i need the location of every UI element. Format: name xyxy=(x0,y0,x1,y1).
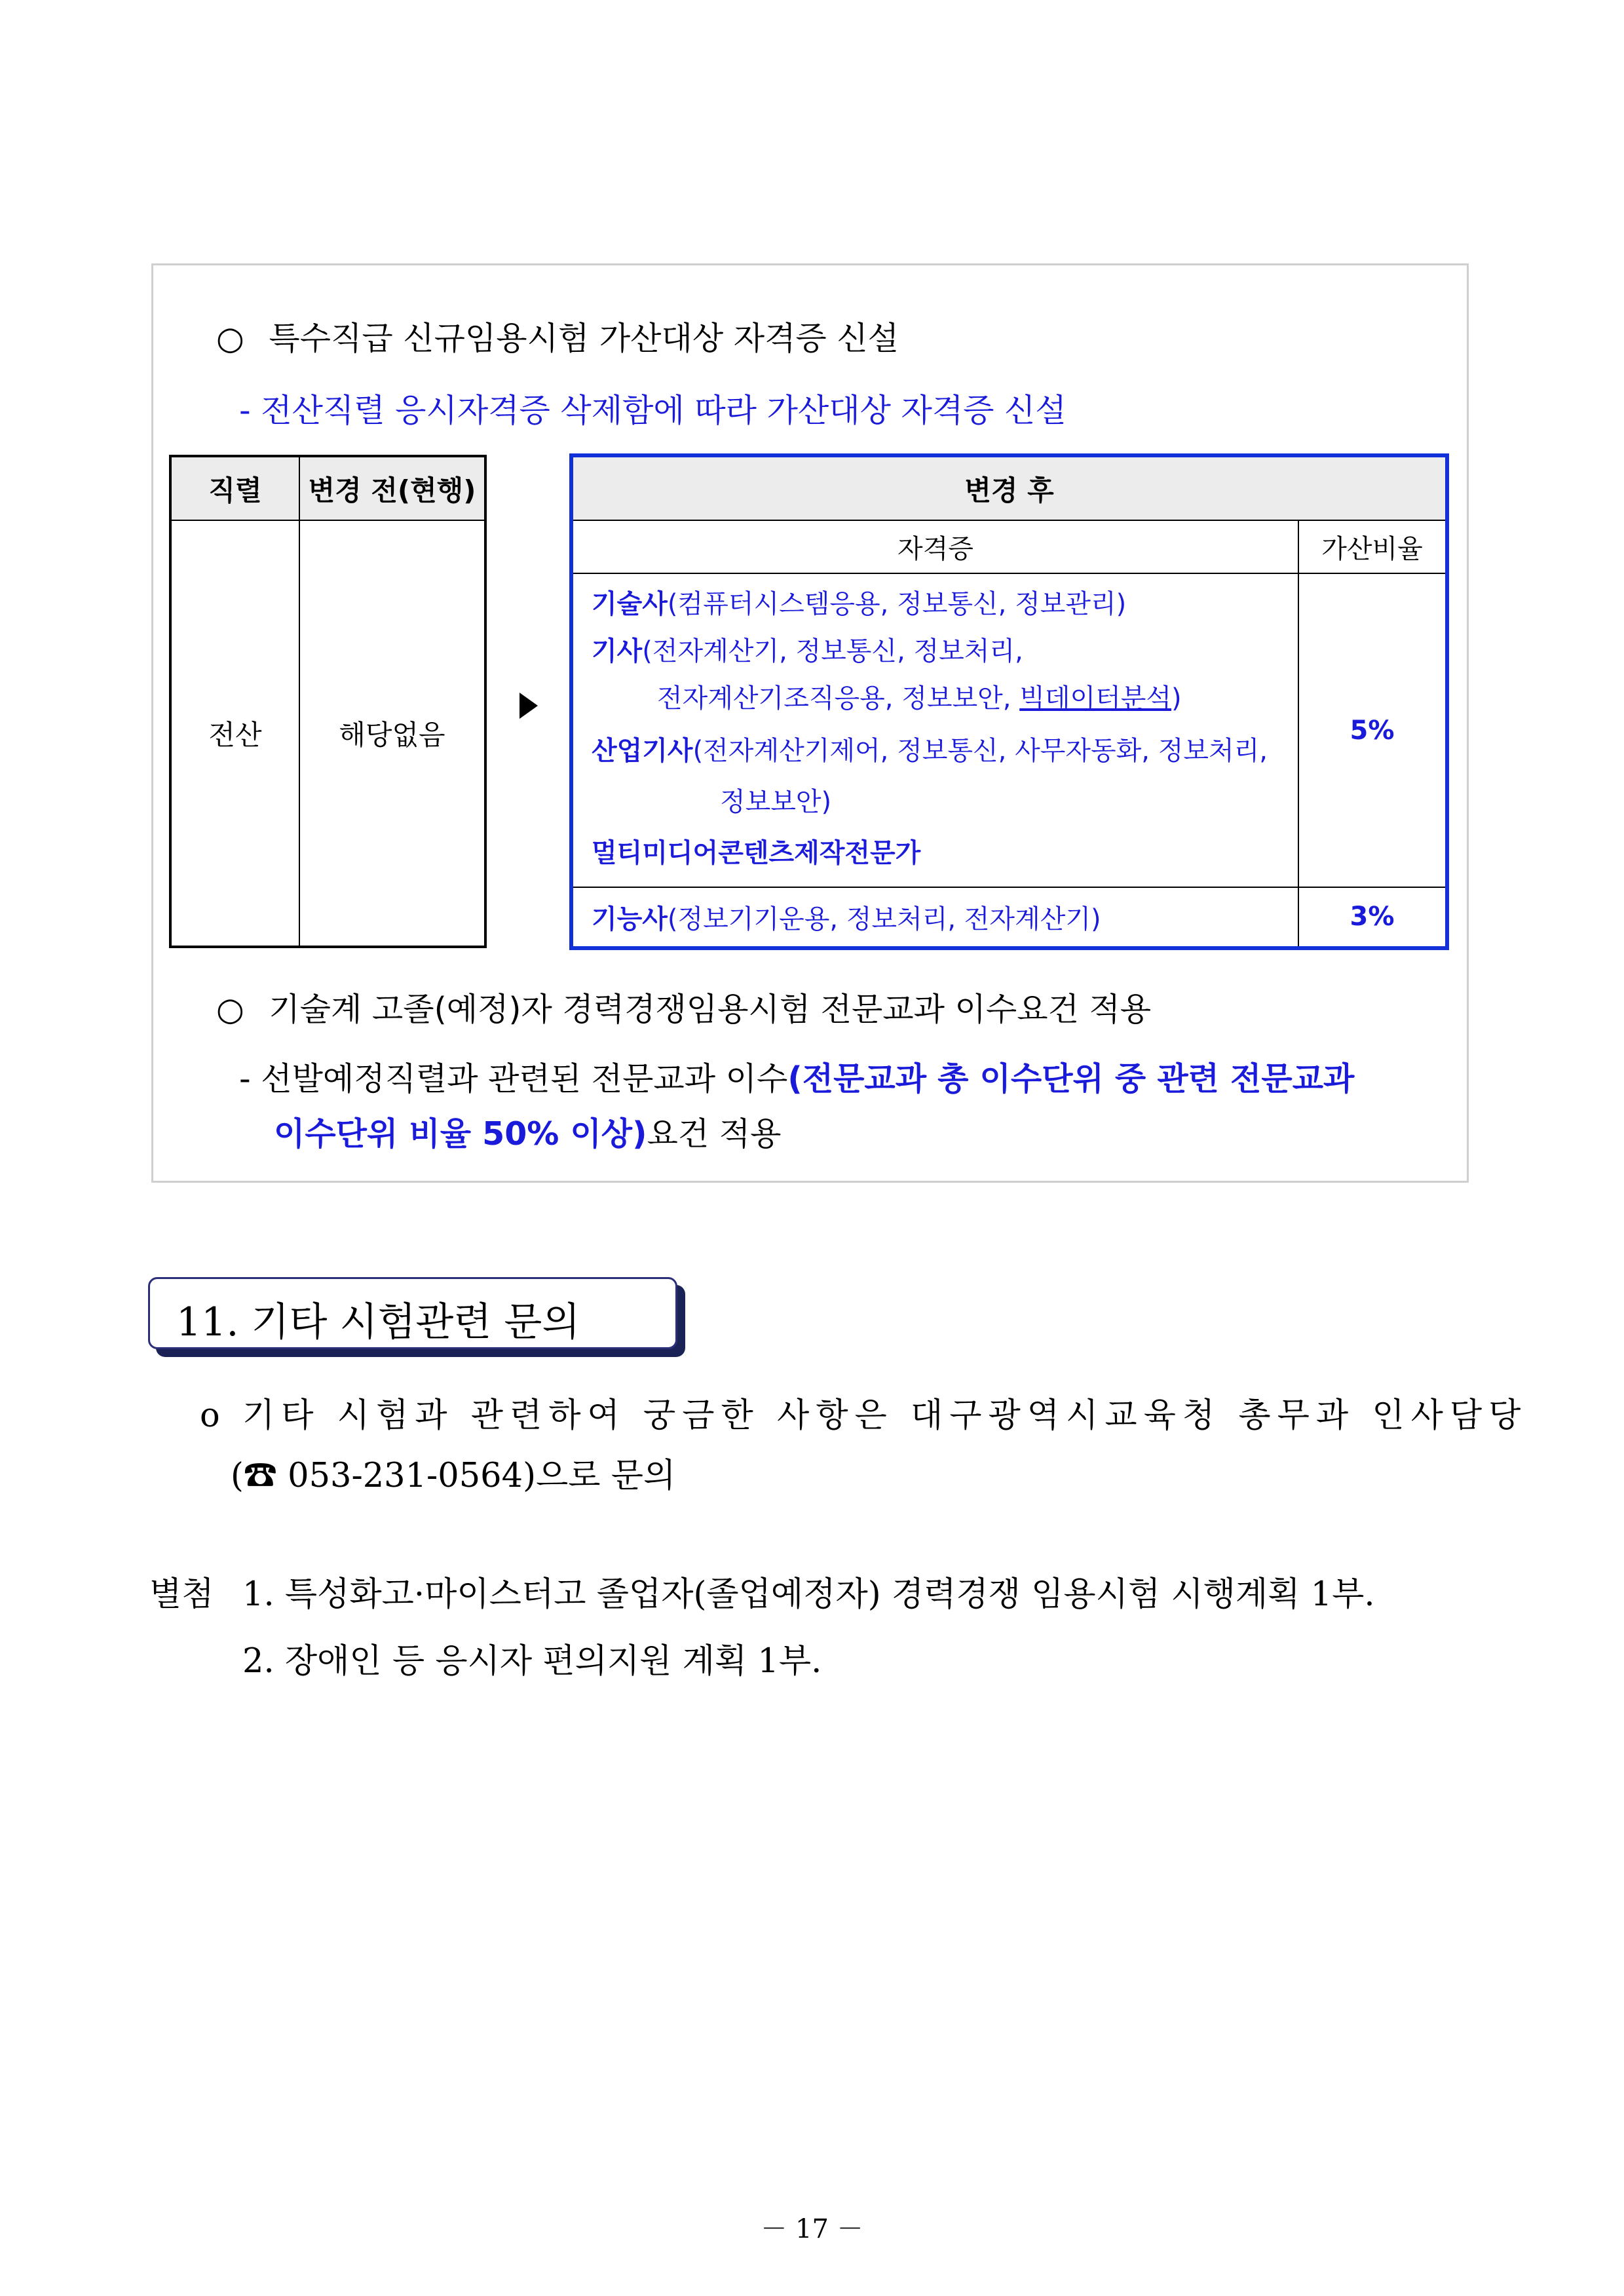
cert-list-row2 xyxy=(571,887,1298,948)
after-col1-header: 자격증 xyxy=(571,520,1298,573)
item2-sub-line1 xyxy=(239,1054,1354,1100)
page-number: － 17 － xyxy=(761,2214,863,2244)
before-table xyxy=(169,455,487,948)
after-col2-header: 가산비율 xyxy=(1298,520,1447,573)
item2-sub-highlight: 이수단위 비율 50% 이상) xyxy=(274,1115,647,1153)
item2-sub-text: 요건 적용 xyxy=(647,1115,782,1153)
inquiry-text: ( xyxy=(231,1457,244,1495)
rate-5: 5% xyxy=(1298,573,1447,887)
cert-name: 기술사 xyxy=(592,589,668,620)
item2-sub-line2 xyxy=(274,1109,781,1155)
cert-detail: ) xyxy=(1171,683,1182,714)
cert-name: 멀티미디어콘텐츠제작전문가 xyxy=(592,838,921,869)
cert-name: 산업기사 xyxy=(592,736,693,767)
arrow-right-icon xyxy=(519,693,538,719)
after-header: 변경 후 xyxy=(571,455,1447,520)
item2 xyxy=(216,984,1151,1030)
section-title: 11. 기타 시험관련 문의 xyxy=(176,1299,580,1345)
before-col2-header: 변경 전(현행) xyxy=(299,456,485,520)
item2-text: 기술계 고졸(예정)자 경력경쟁임용시험 전문교과 이수요건 적용 xyxy=(269,991,1152,1028)
attachments-label: 별첨 xyxy=(149,1575,214,1614)
cert-detail: (전자계산기, 정보통신, 정보처리, xyxy=(642,636,1023,667)
item1 xyxy=(216,313,899,359)
cert-detail: (전자계산기제어, 정보통신, 사무자동화, 정보처리, xyxy=(692,736,1268,767)
inquiry-line1 xyxy=(200,1388,1527,1436)
attachment-item-2: 2. 장애인 등 응시자 편의지원 계획 1부. xyxy=(242,1642,822,1681)
cert-name: 기사 xyxy=(592,636,643,667)
phone-icon: ☎ xyxy=(243,1457,277,1495)
before-col1-value: 전산 xyxy=(170,520,299,947)
inquiry-bullet: o xyxy=(200,1396,220,1435)
item2-sub-highlight: (전문교과 총 이수단위 중 관련 전문교과 xyxy=(787,1060,1355,1098)
item1-text: 특수직급 신규임용시험 가산대상 자격증 신설 xyxy=(269,320,899,357)
item2-sub-text: - 선발예정직렬과 관련된 전문교과 이수 xyxy=(239,1060,788,1098)
cert-detail-underlined: 빅데이터분석 xyxy=(1019,683,1172,714)
before-col1-header: 직렬 xyxy=(170,456,299,520)
inquiry-text: 기타 시험과 관련하여 궁금한 사항은 대구광역시교육청 총무과 인사담당 xyxy=(242,1396,1528,1435)
cert-detail: 정보보안) xyxy=(720,787,832,818)
attachment-item-1: 1. 특성화고·마이스터고 졸업자(졸업예정자) 경력경쟁 임용시험 시행계획 1부. xyxy=(242,1575,1375,1614)
before-col2-value: 해당없음 xyxy=(299,520,485,947)
after-table xyxy=(569,453,1449,950)
item1-subtext: - 전산직렬 응시자격증 삭제함에 따라 가산대상 자격증 신설 xyxy=(239,392,1067,429)
cert-name: 기능사 xyxy=(592,904,668,934)
item2-bullet: ○ xyxy=(216,991,244,1028)
item1-bullet: ○ xyxy=(216,320,244,357)
cert-list-row1 xyxy=(571,573,1298,887)
inquiry-text: 053-231-0564)으로 문의 xyxy=(276,1457,676,1495)
cert-detail: (컴퓨터시스템응용, 정보통신, 정보관리) xyxy=(667,589,1127,620)
section-heading xyxy=(148,1277,677,1349)
cert-detail: 전자계산기조직응용, 정보보안, xyxy=(657,683,1020,714)
rate-3: 3% xyxy=(1298,887,1447,948)
cert-detail: (정보기기운용, 정보처리, 전자계산기) xyxy=(667,904,1101,934)
inquiry-line2 xyxy=(231,1448,675,1497)
